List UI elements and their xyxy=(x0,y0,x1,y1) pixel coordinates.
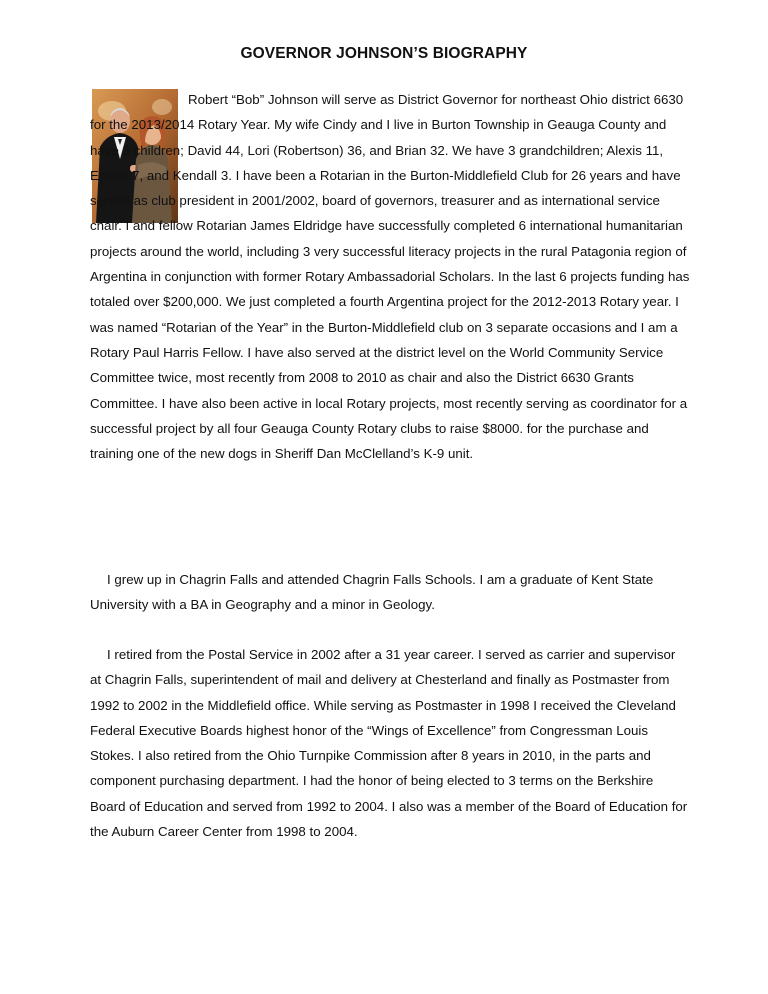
photo-wrap-space xyxy=(0,87,90,227)
biography-paragraph-rotary xyxy=(90,87,690,466)
page-title: GOVERNOR JOHNSON’S BIOGRAPHY xyxy=(240,45,528,62)
paragraph-text: Robert “Bob” Johnson will serve as District Governor for northeast Ohio district 6630 for the 2013/2014 Rotary Year. My wife Cindy and I live in Burton Township in Geauga County and have 3 children; David 44, Lori (Robertson) 36, and Brian 32. We have 3 grandchildren; Alexis 11, Emma 7, and Kendall 3. I have been a Rotarian in the Burton-Middlefield Club for 26 years and have served as club president in 2001/2002, board of governors, treasurer and as international service chair. I and fellow Rotarian James Eldridge have successfully completed 6 international humanitarian projects around the world, including 3 very successful literacy projects in the rural Patagonia region of Argentina in conjunction with former Rotary Ambassadorial Scholars. In the last 6 projects funding has totaled over $200,000. We just completed a fourth Argentina project for the 2012-2013 Rotary year. I was named “Rotarian of the Year” in the Burton-Middlefield club on 3 separate occasions and I am a Rotary Paul Harris Fellow. I have also served at the district level on the World Community Service Committee twice, most recently from 2008 to 2010 as chair and also the District 6630 Grants Committee. I have also been active in local Rotary projects, most recently serving as coordinator for a successful project by all four Geauga County Rotary clubs to raise $8000. for the purchase and training one of the new dogs in Sheriff Dan McClelland’s K-9 unit. xyxy=(90,92,690,462)
biography-paragraph-career: I retired from the Postal Service in 2002 after a 31 year career. I served as carrier and supervisor at Chagrin Falls, superintendent of mail and delivery at Chesterland and finally as Postmaster from 1992 to 2002 in the Middlefield office. While serving as Postmaster in 1998 I received the Cleveland Federal Executive Boards highest honor of the “Wings of Excellence” from Congressman Louis Stokes. I also retired from the Ohio Turnpike Commission after 8 years in 2010, in the parts and component purchasing department. I had the honor of being elected to 3 terms on the Berkshire Board of Education and served from 1992 to 2004. I also was a member of the Board of Education for the Auburn Career Center from 1998 to 2004. xyxy=(90,647,688,840)
biography-paragraph-education: I grew up in Chagrin Falls and attended Chagrin Falls Schools. I am a graduate of Kent State University with a BA in Geography and a minor in Geology. xyxy=(90,572,654,613)
